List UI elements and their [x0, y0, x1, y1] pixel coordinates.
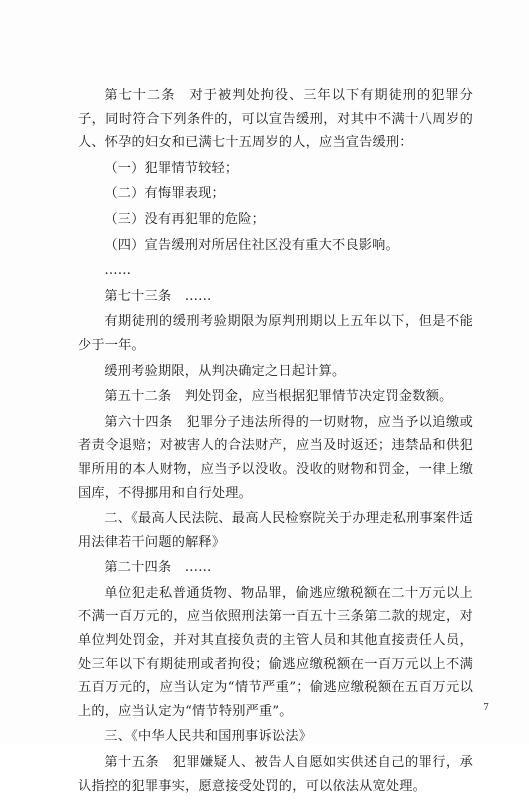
paragraph-article-24-heading: 第二十四条 ……: [104, 560, 212, 576]
paragraph-article-72: 第七十二条 对于被判处拘役、三年以下有期徒刑的犯罪分子，同时符合下列条件的，可以宣告缓刑，对其中不满十八周岁的人、怀孕的妇女和已满七十五周岁的人，应当宣告缓刑：: [78, 88, 473, 151]
section-heading-judicial-interpretation: 二、《最高人民法院、最高人民检察院关于办理走私刑事案件适用法律若干问题的解释》: [78, 511, 473, 550]
paragraph-article-15: 第十五条 犯罪嫌疑人、被告人自愿如实供述自己的罪行，承认指控的犯罪事实，愿意接受处罚的，可以依法从宽处理。: [78, 755, 473, 794]
paragraph-article-73-heading: 第七十三条 ……: [104, 288, 212, 304]
paragraph-article-52: 第五十二条 判处罚金，应当根据犯罪情节决定罚金数额。: [104, 389, 453, 405]
list-item-condition-4: （四）宣告缓刑对所居住社区没有重大不良影响。: [104, 237, 399, 253]
list-item-condition-3: （三）没有再犯罪的危险；: [104, 211, 266, 227]
section-heading-criminal-procedure-law: 三、《中华人民共和国刑事诉讼法》: [104, 729, 312, 745]
ellipsis-line: ……: [104, 263, 132, 279]
list-item-condition-1: （一）犯罪情节较轻；: [104, 160, 239, 176]
paragraph-probation-period: 有期徒刑的缓刑考验期限为原判刑期以上五年以下，但是不能少于一年。: [78, 314, 473, 353]
document-body: [78, 84, 473, 800]
paragraph-unit-smuggling: 单位犯走私普通货物、物品罪，偷逃应缴税额在二十万元以上不满一百万元的，应当依照刑法第一百五十三条第二款的规定，对单位判处罚金，并对其直接负责的主管人员和其他直接责任人员，处三年以下有期徒刑或者拘役；偷逃应缴税额在一百万元以上不满五百万元的，应当认定为“情节严重”；偷逃应缴税额在五百万元以上的，应当认定为“情节特别严重”。: [78, 585, 473, 719]
paragraph-article-64: 第六十四条 犯罪分子违法所得的一切财物，应当予以追缴或者责令退赔；对被害人的合法财产，应当及时返还；违禁品和供犯罪所用的本人财物，应当予以没收。没收的财物和罚金，一律上缴国库，不得挪用和自行处理。: [78, 414, 473, 501]
page-number: 7: [483, 703, 489, 713]
paragraph-probation-start: 缓刑考验期限，从判决确定之日起计算。: [104, 363, 346, 379]
list-item-condition-2: （二）有悔罪表现；: [104, 186, 225, 202]
